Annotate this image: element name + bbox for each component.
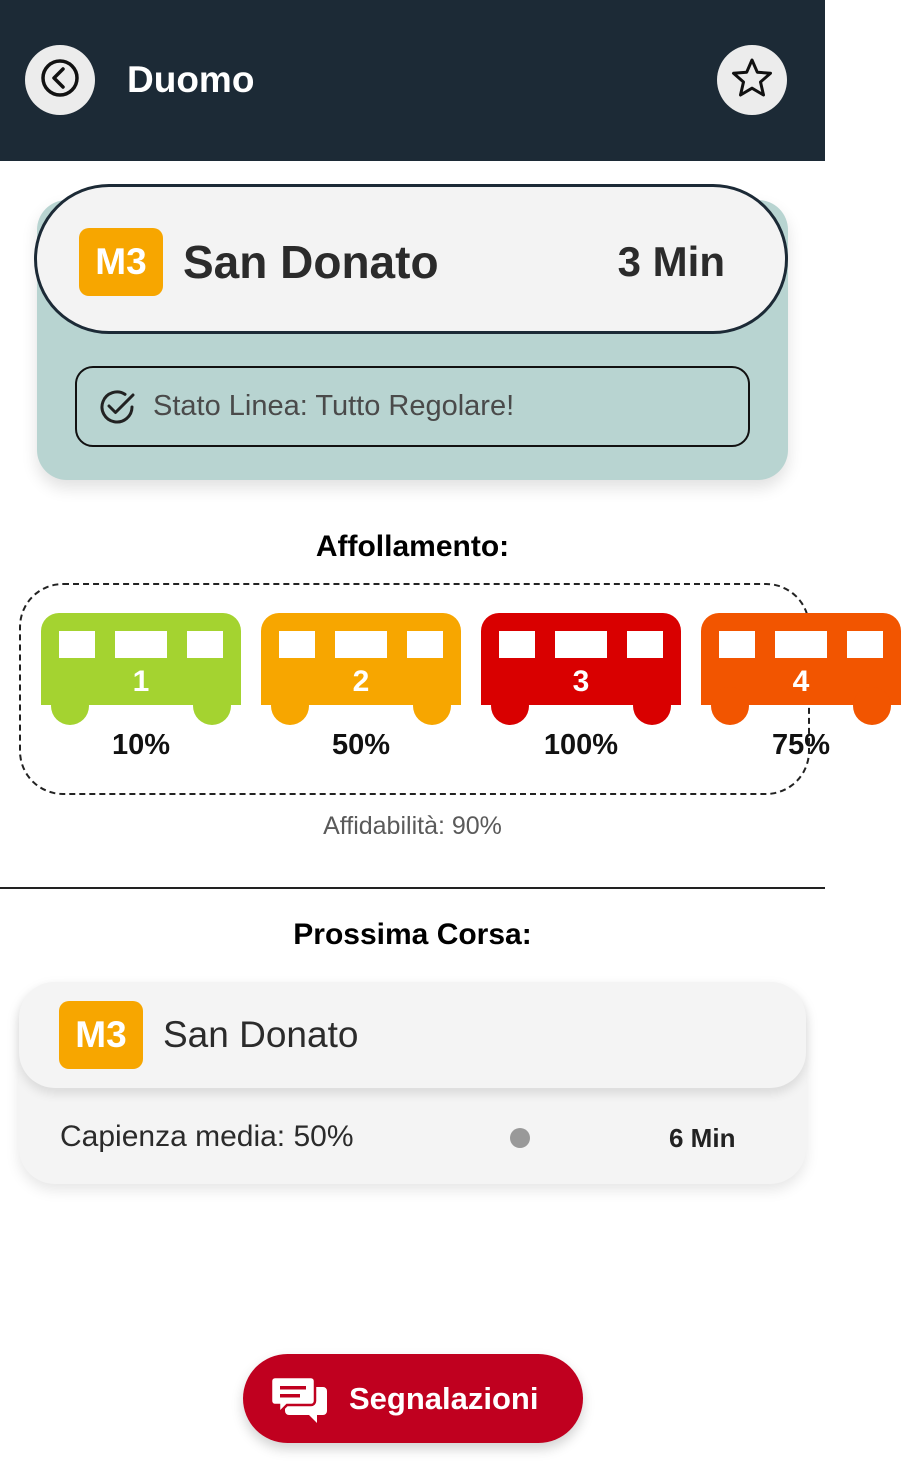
- crowding-carousel[interactable]: [19, 583, 831, 795]
- top-bar: [0, 0, 825, 161]
- car-percent: 75%: [771, 729, 831, 761]
- car-window: [279, 631, 315, 658]
- crowding-car-4: [701, 613, 901, 763]
- report-button[interactable]: [243, 1354, 583, 1443]
- crowding-car-3: [481, 613, 681, 763]
- line-badge: M3: [59, 1001, 143, 1069]
- car-number: 3: [572, 665, 590, 698]
- car-window: [627, 631, 663, 658]
- next-destination-label: San Donato: [163, 1014, 359, 1055]
- back-circle-icon: [40, 58, 80, 103]
- page-title: Duomo: [127, 59, 255, 100]
- car-window: [847, 631, 883, 658]
- car-number: 1: [132, 665, 150, 698]
- reliability-label: Affidabilità: 90%: [323, 812, 502, 840]
- next-eta-label: 6 Min: [669, 1123, 736, 1153]
- next-run-header: [19, 982, 806, 1088]
- crowding-car-2: [261, 613, 461, 763]
- car-window: [407, 631, 443, 658]
- car-window: [775, 631, 827, 658]
- car-number: 2: [352, 665, 370, 698]
- next-run-card[interactable]: [19, 982, 806, 1184]
- chat-bubbles-icon: [271, 1373, 329, 1425]
- report-button-label: Segnalazioni: [349, 1380, 539, 1416]
- car-window: [115, 631, 167, 658]
- status-dot: [510, 1128, 530, 1148]
- car-window: [555, 631, 607, 658]
- next-run-title: Prossima Corsa:: [293, 918, 532, 951]
- favorite-button[interactable]: [717, 45, 787, 115]
- destination-label: San Donato: [183, 236, 439, 288]
- crowding-title: Affollamento:: [315, 530, 510, 563]
- current-departure[interactable]: [34, 184, 788, 334]
- car-window: [719, 631, 755, 658]
- car-window: [335, 631, 387, 658]
- line-badge: M3: [79, 228, 163, 296]
- car-window: [59, 631, 95, 658]
- check-circle-icon: [97, 387, 137, 427]
- star-icon: [730, 56, 774, 105]
- line-status-box: [75, 366, 750, 447]
- car-number: 4: [792, 665, 810, 698]
- capacity-label: Capienza media: 50%: [60, 1120, 354, 1153]
- car-window: [499, 631, 535, 658]
- line-status-text: Stato Linea: Tutto Regolare!: [153, 390, 515, 422]
- car-percent: 10%: [111, 729, 171, 761]
- car-percent: 50%: [331, 729, 391, 761]
- eta-label: 3 Min: [617, 238, 725, 285]
- car-window: [187, 631, 223, 658]
- divider: [0, 887, 825, 889]
- back-button[interactable]: [25, 45, 95, 115]
- crowding-car-1: [41, 613, 241, 763]
- car-percent: 100%: [543, 729, 619, 761]
